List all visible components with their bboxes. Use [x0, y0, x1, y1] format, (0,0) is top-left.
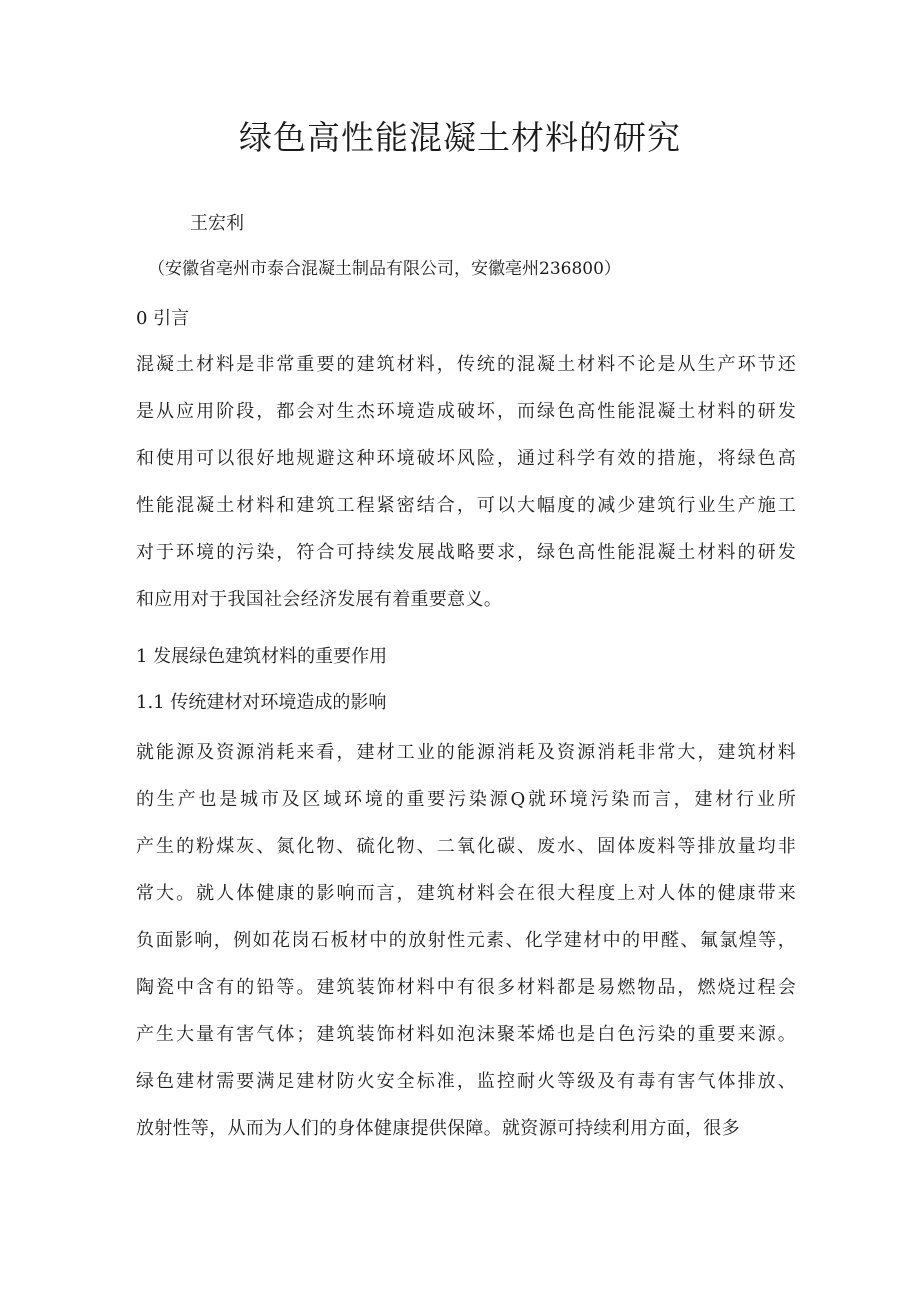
document-title: 绿色高性能混凝土材料的研究 — [239, 118, 681, 157]
paragraph-line: 负面影响，例如花岗石板材中的放射性元素、化学建材中的甲醛、氟氯煌等， — [136, 930, 796, 951]
paragraph-line: 产生的粉煤灰、氮化物、硫化物、二氧化碳、废水、固体废料等排放量均非 — [136, 836, 796, 857]
author-affiliation: （安徽省亳州市泰合混凝土制品有限公司，安徽亳州236800） — [148, 259, 621, 279]
paragraph-line: 对于环境的污染，符合可持续发展战略要求，绿色高性能混凝土材料的研发 — [136, 542, 796, 563]
paragraph-line: 和应用对于我国社会经济发展有着重要意义。 — [136, 589, 502, 610]
paragraph-line: 是从应用阶段，都会对生杰环境造成破坏，而绿色高性能混凝土材料的研发 — [136, 401, 796, 422]
paragraph-line: 性能混凝土材料和建筑工程紧密结合，可以大幅度的减少建筑行业生产施工 — [136, 495, 796, 516]
paragraph-line: 就能源及资源消耗来看，建材工业的能源消耗及资源消耗非常大，建筑材料 — [136, 742, 796, 763]
section-1-1-paragraph — [136, 737, 796, 1160]
paragraph-line: 和使用可以很好地规避这种环境破坏风险，通过科学有效的措施，将绿色高 — [136, 448, 796, 469]
paragraph-line: 的生产也是城市及区域环境的重要污染源Q就环境污染而言，建材行业所 — [136, 789, 796, 810]
author-name: 王宏利 — [190, 213, 244, 234]
section-heading-1: 1 发展绿色建筑材料的重要作用 — [136, 646, 388, 667]
paragraph-line: 混凝土材料是非常重要的建筑材料，传统的混凝土材料不论是从生产环节还 — [136, 354, 796, 375]
paragraph-line: 产生大量有害气体；建筑装饰材料如泡沫聚苯烯也是白色污染的重要来源。 — [136, 1024, 796, 1045]
paragraph-line: 绿色建材需要满足建材防火安全标准，监控耐火等级及有毒有害气体排放、 — [136, 1071, 796, 1092]
intro-paragraph — [136, 349, 796, 631]
paragraph-line: 放射性等，从而为人们的身体健康提供保障。就资源可持续利用方面，很多 — [136, 1118, 740, 1139]
section-heading-intro: 0 引言 — [136, 308, 190, 329]
paragraph-line: 陶瓷中含有的铅等。建筑装饰材料中有很多材料都是易燃物品，燃烧过程会 — [136, 977, 796, 998]
section-heading-1-1: 1.1 传统建材对环境造成的影响 — [136, 692, 387, 713]
paragraph-line: 常大。就人体健康的影响而言，建筑材料会在很大程度上对人体的健康带来 — [136, 883, 796, 904]
